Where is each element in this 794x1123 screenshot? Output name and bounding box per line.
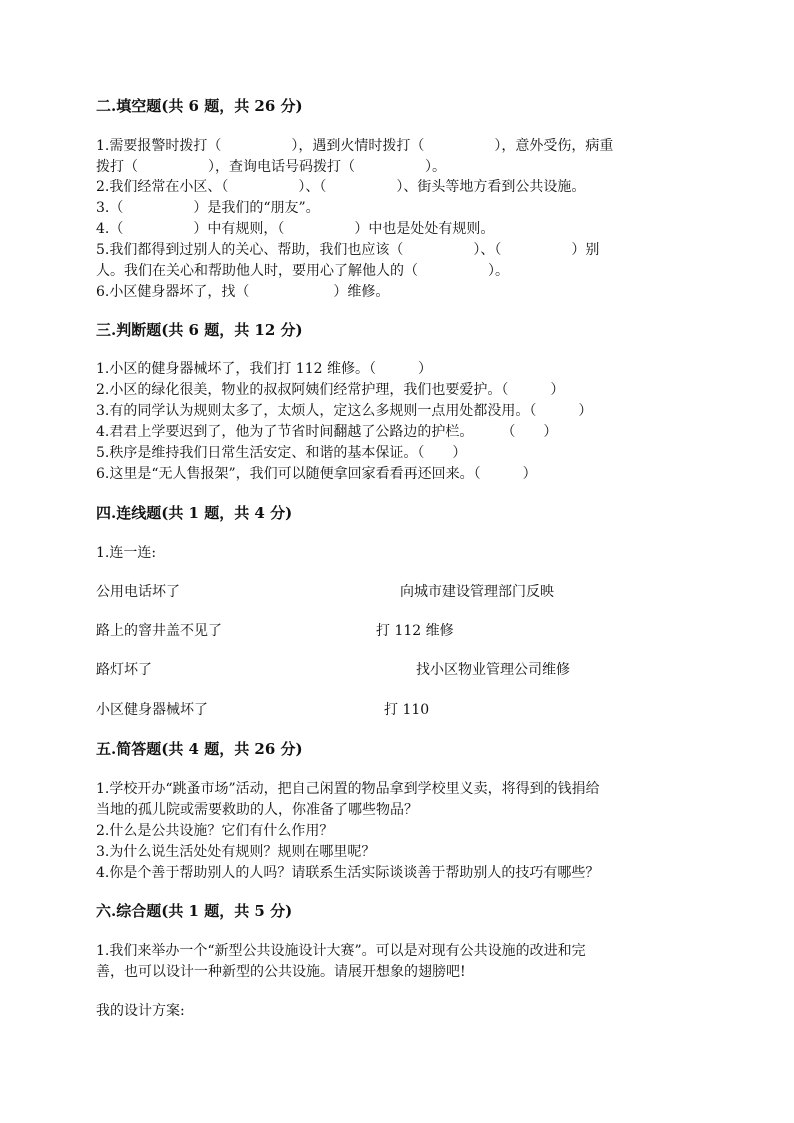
fill-line-2: 拨打（ ），查询电话号码拨打（ ）。: [96, 159, 446, 175]
section-title-fill-in: 二.填空题(共 6 题，共 26 分): [96, 97, 303, 115]
design-plan-label: 我的设计方案:: [96, 1003, 185, 1019]
judge-line-3: 3.有的同学认为规则太多了，太烦人，定这么多规则一点用处都没用。（ ）: [96, 403, 593, 419]
matching-left-item-1: 公用电话坏了: [96, 584, 180, 600]
short-line-4: 3.为什么说生活处处有规则？规则在哪里呢？: [96, 844, 376, 860]
comprehensive-line-1: 1.我们来举办一个“新型公共设施设计大赛”。可以是对现有公共设施的改进和完: [96, 943, 586, 959]
fill-line-1: 1.需要报警时拨打（ ），遇到火情时拨打（ ），意外受伤，病重: [96, 138, 614, 154]
judge-line-4: 4.君君上学要迟到了，他为了节省时间翻越了公路边的护栏。 （ ）: [96, 424, 558, 440]
section-title-short-answer: 五.简答题(共 4 题，共 26 分): [96, 740, 303, 758]
matching-left-item-2: 路上的窨井盖不见了: [96, 623, 222, 639]
comprehensive-line-2: 善，也可以设计一种新型的公共设施。请展开想象的翅膀吧!: [96, 964, 466, 980]
judge-line-2: 2.小区的绿化很美，物业的叔叔阿姨们经常护理，我们也要爱护。（ ）: [96, 382, 565, 398]
matching-right-item-4: 打 110: [384, 702, 430, 718]
fill-line-3: 2.我们经常在小区、（ ）、（ ）、街头等地方看到公共设施。: [96, 179, 586, 195]
matching-prompt: 1.连一连:: [96, 545, 157, 561]
matching-left-item-3: 路灯坏了: [96, 662, 152, 678]
matching-left-item-4: 小区健身器械坏了: [96, 702, 208, 718]
fill-line-4: 3.（ ）是我们的“朋友”。: [96, 200, 320, 216]
fill-line-5: 4.（ ）中有规则，（ ）中也是处处有规则。: [96, 221, 495, 237]
section-title-comprehensive: 六.综合题(共 1 题，共 5 分): [96, 902, 293, 920]
judge-line-1: 1.小区的健身器械坏了，我们打 112 维修。（ ）: [96, 361, 432, 377]
short-line-5: 4.你是个善于帮助别人的人吗？请联系生活实际谈谈善于帮助别人的技巧有哪些？: [96, 865, 600, 881]
fill-line-7: 人。我们在关心和帮助他人时，要用心了解他人的（ ）。: [96, 263, 509, 279]
short-line-3: 2.什么是公共设施？它们有什么作用？: [96, 823, 334, 839]
section-title-matching: 四.连线题(共 1 题，共 4 分): [96, 504, 293, 522]
short-line-1: 1.学校开办“跳蚤市场”活动，把自己闲置的物品拿到学校里义卖，将得到的钱捐给: [96, 781, 600, 797]
short-line-2: 当地的孤儿院或需要救助的人，你准备了哪些物品？: [96, 802, 418, 818]
fill-line-8: 6.小区健身器坏了，找（ ）维修。: [96, 284, 390, 300]
judge-line-5: 5.秩序是维持我们日常生活安定、和谐的基本保证。（ ）: [96, 445, 467, 461]
matching-right-item-2: 打 112 维修: [376, 623, 454, 639]
matching-right-item-1: 向城市建设管理部门反映: [400, 584, 554, 600]
section-title-judgement: 三.判断题(共 6 题，共 12 分): [96, 321, 303, 339]
judge-line-6: 6.这里是“无人售报架”，我们可以随便拿回家看看再还回来。（ ）: [96, 466, 537, 482]
fill-line-6: 5.我们都得到过别人的关心、帮助，我们也应该（ ）、（ ）别: [96, 242, 600, 258]
matching-right-item-3: 找小区物业管理公司维修: [416, 662, 570, 678]
